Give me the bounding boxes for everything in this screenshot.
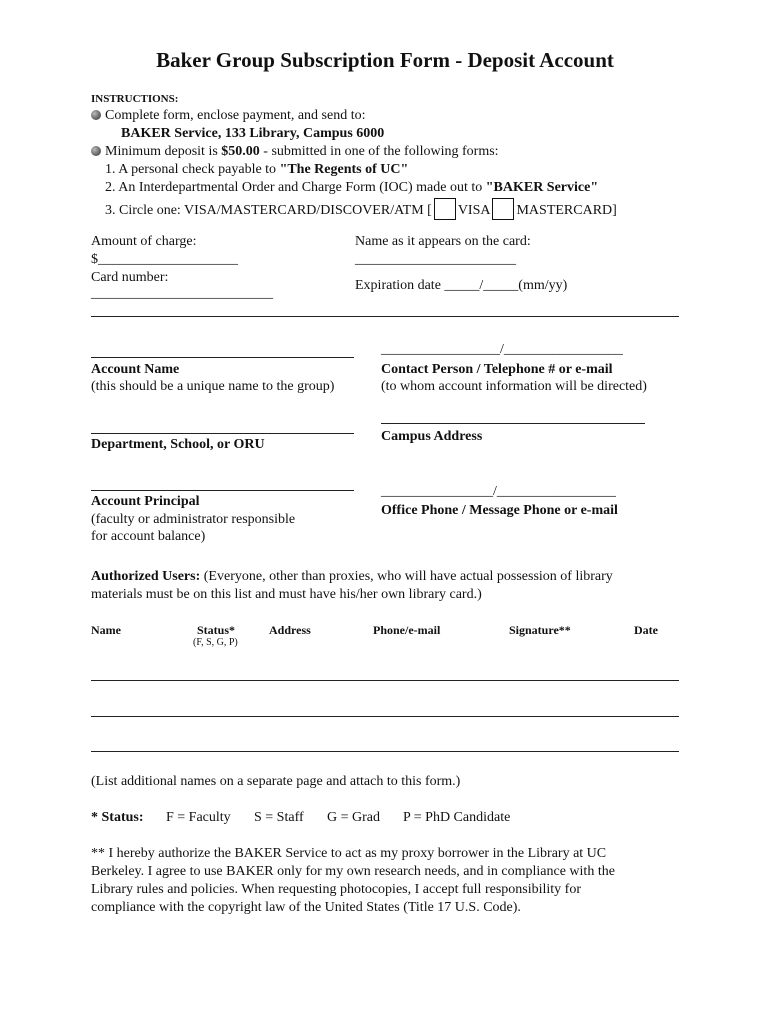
- account-name-field[interactable]: [91, 357, 354, 358]
- status-legend-label: * Status:: [91, 810, 144, 825]
- contact-field[interactable]: _________________/_________________: [381, 342, 623, 357]
- authorization-text: Library rules and policies. When requesting photocopies, I accept full responsibility for: [91, 882, 581, 897]
- visa-label: VISA: [457, 203, 491, 218]
- mastercard-label: MASTERCARD]: [516, 203, 617, 218]
- col-header-phone: Phone/e-mail: [373, 623, 441, 637]
- user-entry-line[interactable]: [91, 680, 679, 681]
- amount-label: Amount of charge:: [91, 234, 197, 249]
- instruction-bullet-1: [91, 108, 366, 124]
- campus-address-field[interactable]: [381, 423, 645, 424]
- account-name-note: (this should be a unique name to the group): [91, 379, 335, 394]
- account-principal-note: (faculty or administrator responsible: [91, 512, 296, 527]
- authorization-text: Berkeley. I agree to use BAKER only for my own research needs, and in compliance with the: [91, 864, 615, 879]
- option-text: 2. An Interdepartmental Order and Charge Form (IOC) made out to: [105, 180, 486, 195]
- card-number-label: Card number:: [91, 270, 169, 285]
- account-principal-label: Account Principal: [91, 494, 200, 509]
- card-number-field[interactable]: __________________________: [91, 286, 273, 301]
- office-phone-label: Office Phone / Message Phone or e-mail: [381, 503, 618, 518]
- cardholder-name-field[interactable]: _______________________: [355, 252, 516, 267]
- payment-option-2: [105, 180, 598, 196]
- status-faculty: F = Faculty: [166, 810, 231, 825]
- payment-option-3: [105, 198, 617, 220]
- authorization-text: compliance with the copyright law of the United States (Title 17 U.S. Code).: [91, 900, 521, 915]
- cardholder-name-label: Name as it appears on the card:: [355, 234, 531, 249]
- col-header-address: Address: [269, 623, 311, 637]
- authorization-text: ** I hereby authorize the BAKER Service to act as my proxy borrower in the Library at UC: [91, 846, 607, 861]
- authorized-users-label: Authorized Users:: [91, 569, 201, 584]
- instruction-bullet-2: [91, 144, 499, 160]
- bullet-icon: [91, 110, 101, 120]
- payee-name: "BAKER Service": [485, 180, 599, 195]
- option-text: 1. A personal check payable to: [105, 162, 280, 177]
- account-principal-field[interactable]: [91, 490, 354, 491]
- status-staff: S = Staff: [254, 810, 304, 825]
- account-name-label: Account Name: [91, 362, 180, 377]
- department-label: Department, School, or ORU: [91, 437, 265, 452]
- authorized-users-desc: materials must be on this list and must have his/her own library card.): [91, 587, 482, 602]
- status-phd: P = PhD Candidate: [403, 810, 511, 825]
- status-grad: G = Grad: [327, 810, 380, 825]
- campus-address-label: Campus Address: [381, 429, 483, 444]
- payment-option-1: [105, 162, 408, 178]
- authorized-users-text: [91, 569, 613, 585]
- col-header-signature: Signature**: [509, 623, 571, 637]
- deposit-amount: $50.00: [221, 144, 260, 159]
- instruction-text: Minimum deposit is: [105, 144, 222, 159]
- page-title: Baker Group Subscription Form - Deposit Account: [156, 48, 614, 72]
- expiration-date-field[interactable]: Expiration date _____/_____(mm/yy): [355, 278, 568, 293]
- contact-note: (to whom account information will be directed): [381, 379, 647, 394]
- bullet-icon: [91, 146, 101, 156]
- amount-field[interactable]: $____________________: [91, 252, 238, 267]
- section-divider: [91, 316, 679, 317]
- user-entry-line[interactable]: [91, 716, 679, 717]
- mastercard-checkbox[interactable]: [492, 198, 514, 220]
- instructions-heading: INSTRUCTIONS:: [91, 93, 179, 105]
- user-entry-line[interactable]: [91, 751, 679, 752]
- col-header-status: Status*: [197, 623, 236, 637]
- payee-name: "The Regents of UC": [279, 162, 409, 177]
- option-text: 3. Circle one: VISA/MASTERCARD/DISCOVER/ATM [: [105, 203, 432, 218]
- additional-names-note: (List additional names on a separate page and attach to this form.): [91, 774, 461, 789]
- instruction-text: - submitted in one of the following forms:: [259, 144, 499, 159]
- department-field[interactable]: [91, 433, 354, 434]
- col-status-note: (F, S, G, P): [193, 637, 238, 648]
- office-phone-field[interactable]: ________________/_________________: [381, 484, 616, 499]
- col-header-name: Name: [91, 623, 121, 637]
- instruction-text: Complete form, enclose payment, and send to:: [105, 108, 366, 123]
- visa-checkbox[interactable]: [434, 198, 456, 220]
- mailing-address: BAKER Service, 133 Library, Campus 6000: [121, 126, 385, 141]
- account-principal-note: for account balance): [91, 529, 206, 544]
- authorized-users-desc: (Everyone, other than proxies, who will have actual possession of library: [200, 569, 613, 584]
- contact-label: Contact Person / Telephone # or e-mail: [381, 362, 613, 377]
- col-header-date: Date: [634, 623, 658, 637]
